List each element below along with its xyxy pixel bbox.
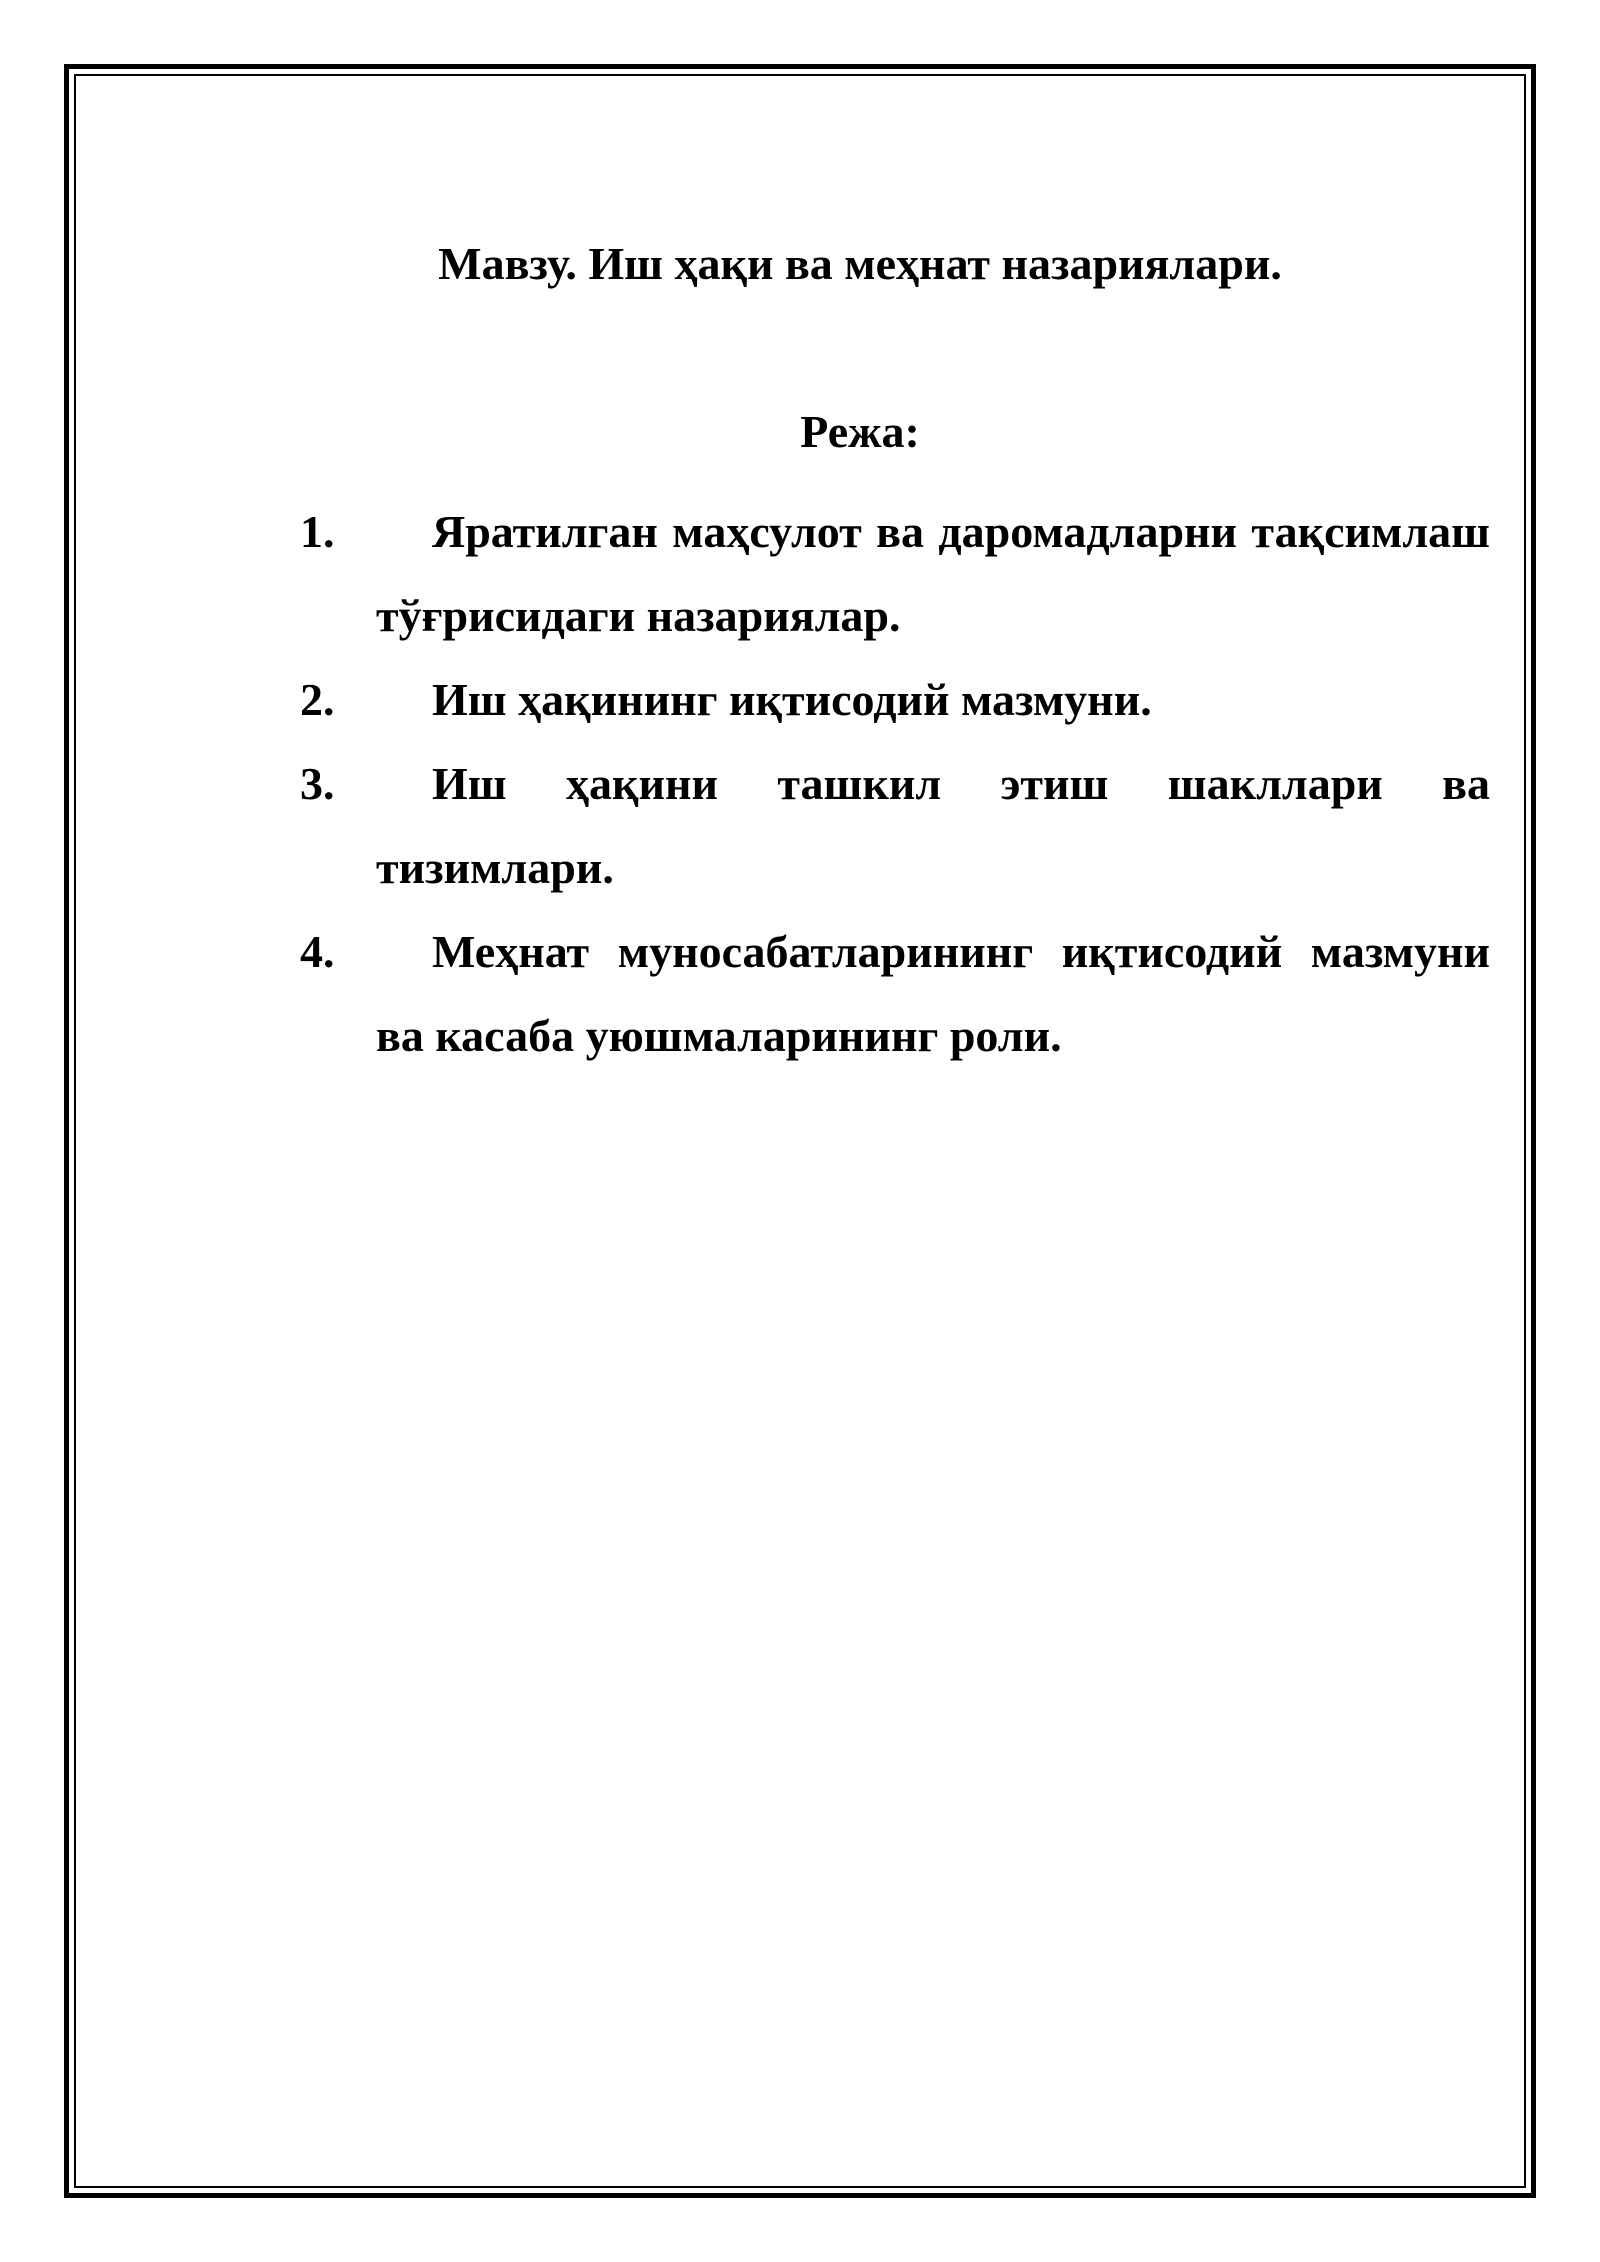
plan-list [300, 490, 1490, 1078]
plan-item [300, 658, 1490, 742]
plan-item-number: 3. [300, 758, 335, 809]
plan-heading: Режа: [800, 406, 920, 457]
plan-item [300, 742, 1490, 910]
plan-item-text: Иш ҳақини ташкил этиш шакллари ва тизимлари. [376, 758, 1490, 893]
plan-item [300, 490, 1490, 658]
plan-item-text: Яратилган маҳсулот ва даромадларни тақсимлаш тўғрисидаги назариялар. [376, 506, 1490, 641]
plan-item-number: 4. [300, 926, 335, 977]
plan-item [300, 910, 1490, 1078]
plan-item-text: Иш ҳақининг иқтисодий мазмуни. [432, 674, 1152, 725]
plan-item-number: 1. [300, 506, 335, 557]
plan-item-number: 2. [300, 674, 335, 725]
plan-item-text: Меҳнат муносабатларининг иқтисодий мазмуни ва касаба уюшмаларининг роли. [376, 926, 1490, 1061]
page-border-inner [74, 74, 1526, 2188]
document-title: Мавзу. Иш ҳақи ва меҳнат назариялари. [438, 238, 1282, 289]
